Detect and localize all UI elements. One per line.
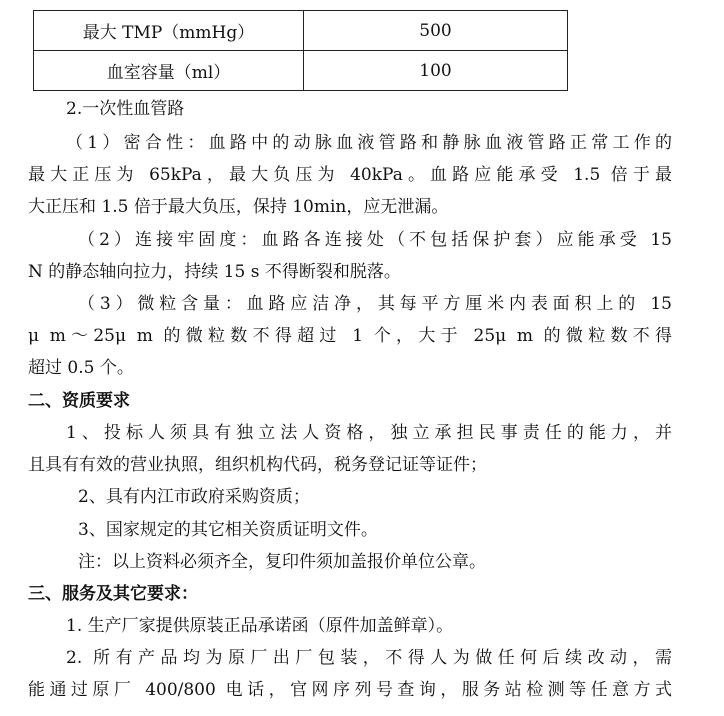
table-row [34, 51, 568, 91]
table-cell-value: 500 [304, 11, 568, 51]
table-cell-name: 最大 TMP（mmHg） [34, 11, 304, 51]
table-cell-value: 100 [304, 51, 568, 91]
section-heading: 三、服务及其它要求： [28, 584, 198, 604]
paragraph-line: μ m～25μ m 的微粒数不得超过 1 个，大于 25μ m 的微粒数不得 [28, 326, 672, 346]
section-subheading: 2.一次性血管路 [66, 99, 185, 119]
paragraph-line: （2）连接牢固度：血路各连接处（不包括保护套）应能承受 15 [78, 230, 672, 250]
table-cell-name: 血室容量（ml） [34, 51, 304, 91]
paragraph-line: N 的静态轴向拉力，持续 15 s 不得断裂和脱落。 [28, 262, 401, 282]
table-row [34, 11, 568, 51]
paragraph-line: 且具有有效的营业执照，组织机构代码，税务登记证等证件； [28, 455, 487, 475]
paragraph-line: 最大正压为 65kPa，最大负压为 40kPa。血路应能承受 1.5 倍于最 [28, 165, 672, 185]
note-line: 注：以上资料必须齐全，复印件须加盖报价单位公章。 [78, 552, 486, 572]
paragraph-line: 1、投标人须具有独立法人资格，独立承担民事责任的能力，并 [66, 423, 672, 443]
paragraph-line: 1. 生产厂家提供原装正品承诺函（原件加盖鲜章）。 [66, 616, 454, 636]
paragraph-line: 2. 所有产品均为原厂出厂包装，不得人为做任何后续改动，需 [66, 648, 672, 668]
paragraph-line: 2、具有内江市政府采购资质； [78, 487, 310, 507]
paragraph-line: 超过 0.5 个。 [28, 358, 134, 378]
paragraph-line: 能通过原厂 400/800 电话，官网序列号查询，服务站检测等任意方式 [28, 680, 672, 700]
paragraph-line: （3）微粒含量：血路应洁净，其每平方厘米内表面积上的 15 [78, 294, 672, 314]
paragraph-line: （1）密合性：血路中的动脉血液管路和静脉血液管路正常工作的 [66, 133, 672, 153]
paragraph-line: 大正压和 1.5 倍于最大负压，保持 10min，应无泄漏。 [28, 197, 449, 217]
spec-table [33, 10, 568, 91]
paragraph-line: 3、国家规定的其它相关资质证明文件。 [78, 520, 378, 540]
section-heading: 二、资质要求 [28, 391, 130, 411]
